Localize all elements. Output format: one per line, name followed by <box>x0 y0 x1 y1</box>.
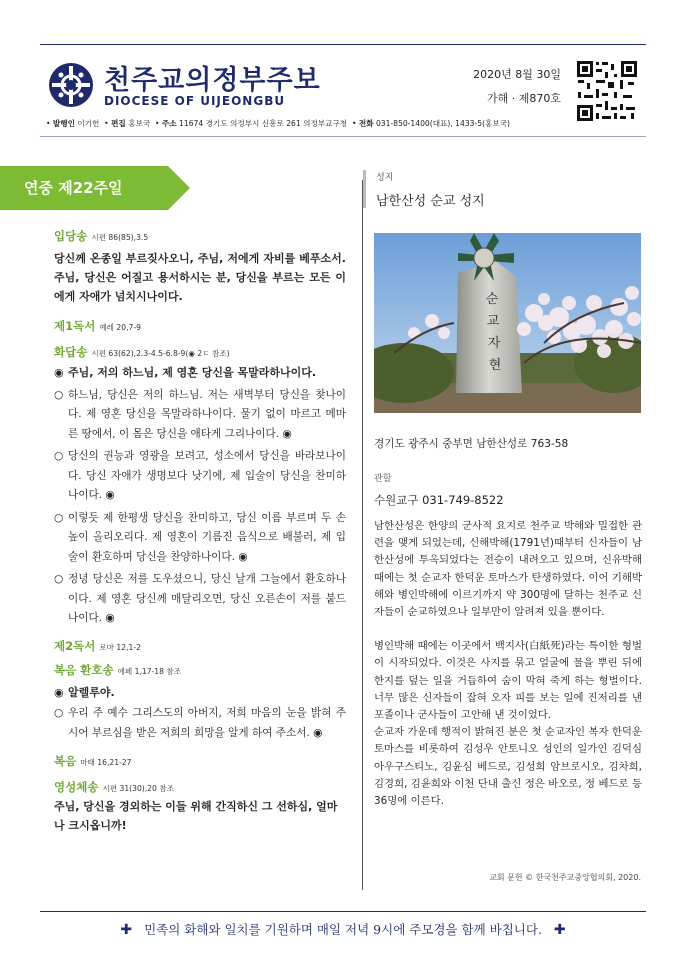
issue-date: 2020년 8월 30일 <box>473 68 561 81</box>
pub-label-address: 주소 <box>161 119 177 128</box>
masthead-subtitle: DIOCESE OF UIJEONGBU <box>104 94 286 108</box>
verse-circle-icon: ○ <box>54 707 64 719</box>
verse-circle-icon: ○ <box>54 511 64 524</box>
pub-label-publisher: 발행인 <box>52 119 75 128</box>
masthead-title: 천주교의정부주보 <box>104 65 321 96</box>
diocese-logo-icon <box>48 62 94 108</box>
top-rule <box>40 44 646 45</box>
psalm-ref: 시편 63(62),2.3-4.5-6.8-9(◉ 2ㄷ 참조) <box>91 349 230 358</box>
shrine-photo <box>374 233 641 413</box>
psalm-heading <box>54 344 346 360</box>
gospel-acc-ref: 에페 1,17-18 참조 <box>117 666 182 676</box>
psalm-label: 화답송 <box>54 345 88 359</box>
liturgy-column <box>54 228 346 835</box>
pub-publisher: 이기헌 <box>77 119 100 128</box>
shrine-contact: 수원교구 031-749-8522 <box>374 493 504 507</box>
gospel-acc-response-text: 알렐루야. <box>68 685 115 699</box>
psalm-verse-text: 하느님, 당신은 저의 하느님. 저는 새벽부터 당신을 찾나이다. 제 영혼 당신을 목말라하나이다. 물기 없이 마르고 메마른 땅에서, 이 몸은 당신을 애타게 그리나이다. ◉ <box>68 388 346 440</box>
communion-label: 영성체송 <box>54 780 99 794</box>
psalm-verse <box>54 447 346 506</box>
psalm-response-text: 주님, 저의 하느님, 제 영혼 당신을 목말라하나이다. <box>68 366 317 379</box>
verse-circle-icon: ○ <box>54 450 64 462</box>
pub-phone: 031-850-1400(대표), 1433-5(홍보국) <box>375 119 510 128</box>
monument-inscription-1: 순 <box>485 292 499 307</box>
gospel-acc-verse-text: 우리 주 예수 그리스도의 아버지, 저희 마음의 눈을 밝혀 주시어 부르심을 받은 저희의 희망을 알게 하여 주소서. ◉ <box>68 707 346 739</box>
martyrs-monument-image <box>374 233 641 413</box>
entrance-antiphon-heading <box>54 228 346 244</box>
communion-text: 주님, 당신을 경외하는 이들 위해 간직하신 그 선하심, 얼마나 크시옵니까! <box>54 800 338 832</box>
reading2-heading <box>54 638 346 654</box>
gospel-acc-verse <box>54 704 346 743</box>
monument-inscription-4: 현 <box>488 358 502 373</box>
shrine-section-label: 성지 <box>376 173 394 183</box>
psalm-verse <box>54 509 346 568</box>
pub-editor: 홍보국 <box>128 119 151 128</box>
shrine-name: 남한산성 순교 성지 <box>376 194 485 209</box>
gospel-ref: 마태 16,21-27 <box>80 758 132 767</box>
pub-label-editor: 편집 <box>111 119 126 128</box>
gospel-acc-response <box>54 683 346 703</box>
psalm-verse-text: 당신의 권능과 영광을 보려고, 성소에서 당신을 바라보나이다. 당신 자애가 생명보다 낫기에, 제 입술이 당신을 찬미하나이다. ◉ <box>68 450 346 501</box>
shrine-info <box>374 436 642 810</box>
communion-ref: 시편 31(30),20 참조 <box>102 784 174 793</box>
gospel-acclamation-heading <box>54 662 346 678</box>
monument-inscription-3: 자 <box>487 336 501 351</box>
communion-heading <box>54 779 346 795</box>
reading1-ref: 예레 20,7-9 <box>99 323 141 332</box>
psalm-verse <box>54 386 346 445</box>
week-title: 연중 제22주일 <box>24 179 123 197</box>
jurisdiction-label: 관할 <box>374 474 392 484</box>
response-mark-icon: ◉ <box>54 366 64 379</box>
entrance-text: 당신께 온종일 부르짖사오니, 주님, 저에게 자비를 베푸소서. 주님, 당신은 어질고 용서하시는 분, 당신을 부르는 모든 이에게 자애가 넘치시나이다. <box>54 252 346 303</box>
cross-icon: ✚ <box>553 922 566 938</box>
pub-address: 11674 경기도 의정부시 신흥로 261 의정부교구청 <box>179 119 348 128</box>
response-mark-icon: ◉ <box>54 685 64 699</box>
shrine-paragraph-3: 순교자 가운데 행적이 밝혀진 분은 첫 순교자인 복자 한덕운 토마스를 비롯하여 김성우 안토니오 성인의 일가인 김덕심 아우구스티노, 김윤심 베드로, 김성희 암브로시오, 김차희, 김경희, 김윤희와 이천 단내 출신 정은 바오로, 정 베드로 등 36명에 이른다. <box>374 726 642 808</box>
verse-circle-icon: ○ <box>54 388 64 401</box>
footer-text: 민족의 화해와 일치를 기원하며 매일 저녁 9시에 주모경을 함께 바칩니다. <box>144 922 542 937</box>
entrance-ref: 시편 86(85),3.5 <box>91 233 149 242</box>
reading1-label: 제1독서 <box>54 319 96 333</box>
reading2-ref: 로마 12,1-2 <box>99 642 141 652</box>
source-credit: 교회 문헌 © 한국천주교중앙협의회, 2020. <box>489 873 641 882</box>
monument-inscription-2: 교 <box>486 314 500 329</box>
gospel-label: 복음 <box>54 754 77 768</box>
header-rule <box>40 136 646 137</box>
psalm-verse <box>54 570 346 629</box>
verse-circle-icon: ○ <box>54 573 64 585</box>
psalm-response <box>54 363 346 383</box>
shrine-accent-bar <box>363 170 366 208</box>
gospel-acc-label: 복음 환호송 <box>54 662 114 677</box>
shrine-address: 경기도 광주시 중부면 남한산성로 763-58 <box>374 438 569 450</box>
column-divider <box>362 180 363 890</box>
footer-banner <box>40 920 646 938</box>
publication-info: • 발행인 이기헌 • 편집 홍보국 • 주소 11674 경기도 의정부시 신흥로 261 의정부교구청 • 전화 031-850-1400(대표), 1433-5(홍보국) <box>46 119 510 128</box>
pub-label-phone: 전화 <box>358 119 374 128</box>
week-banner <box>0 166 190 210</box>
reading1-heading <box>54 318 346 334</box>
qr-code-icon <box>576 60 638 122</box>
cross-icon: ✚ <box>120 922 133 938</box>
issue-number: 가해 · 제870호 <box>487 92 561 105</box>
shrine-paragraph-2: 병인박해 때에는 이곳에서 백지사(白紙死)라는 특이한 형벌이 시작되었다. 이것은 사지를 묶고 얼굴에 물을 뿌린 뒤에 한지를 덮는 일을 거듭하여 숨이 막혀 죽게 하는 형벌이다. 너무 많은 신자들이 잡혀 오자 피를 보는 일에 진저리를 낸 포졸이나 군사들이 고안해 낸 것이었다. <box>374 640 642 722</box>
psalm-verse-text: 정녕 당신은 저를 도우셨으니, 당신 날개 그늘에서 환호하나이다. 제 영혼 당신께 매달리오면, 당신 오른손이 저를 붙드나이다. ◉ <box>68 573 346 624</box>
shrine-paragraph-1: 남한산성은 한양의 군사적 요지로 천주교 박해와 밀접한 관련을 맺게 되었는데, 신해박해(1791년)때부터 신자들이 남한산성에 투옥되었다는 전승이 내려오고 있으며, 신유박해 때에는 첫 순교자 한덕운 토마스가 탄생하였다. 이어 기해박해와 병인박해에 이르기까지 약 300명에 달하는 천주교 신자들이 순교하였으나 일부만이 알려져 있을 뿐이다. <box>374 520 642 619</box>
gospel-heading <box>54 753 346 769</box>
entrance-label: 입당송 <box>54 229 88 243</box>
reading2-label: 제2독서 <box>54 638 96 653</box>
bottom-rule <box>40 911 646 912</box>
psalm-verse-text: 이렇듯 제 한평생 당신을 찬미하고, 당신 이름 부르며 두 손 높이 올리오리다. 제 영혼이 기름진 음식으로 배불러, 제 입술이 환호하며 당신을 찬양하나이다. ◉ <box>68 511 346 563</box>
